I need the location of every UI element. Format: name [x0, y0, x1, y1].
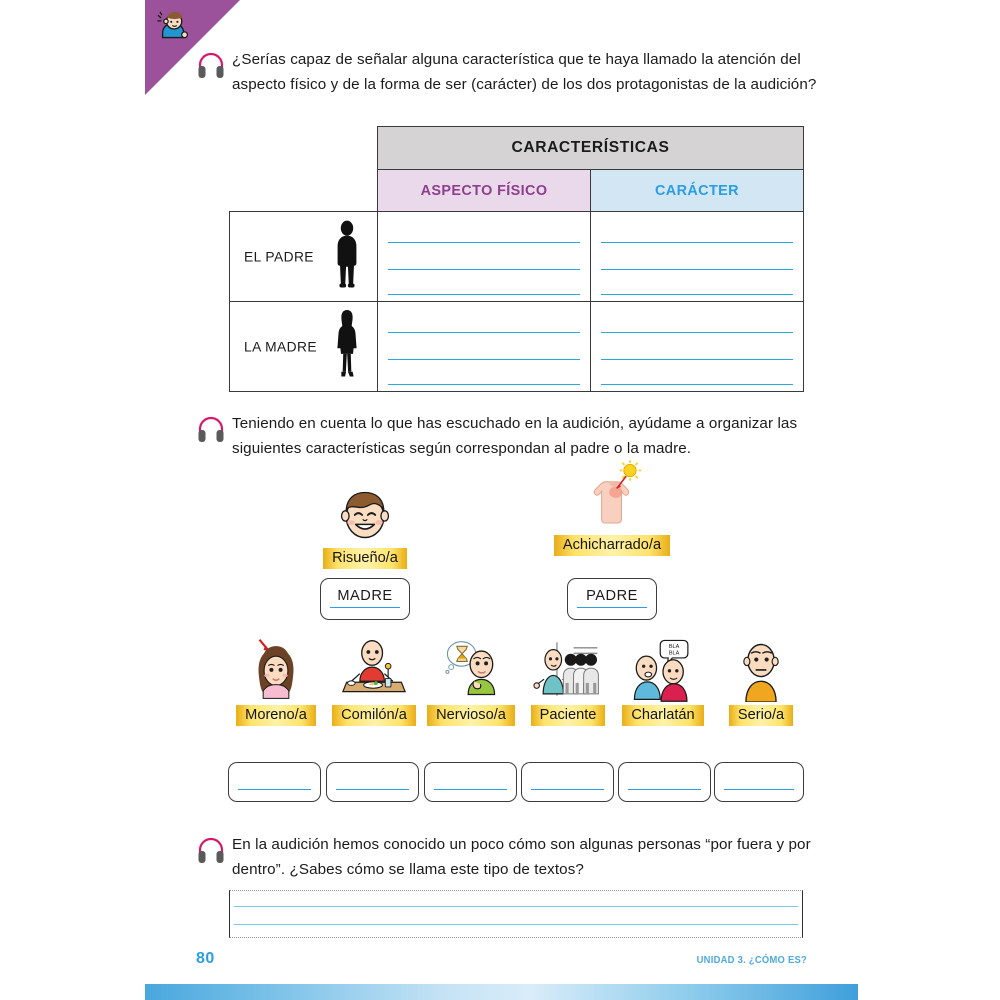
serious-face-icon: [713, 640, 809, 702]
table-row: [230, 302, 804, 392]
headphones-icon: [196, 50, 226, 80]
rule-line: [234, 924, 798, 925]
rule-line: [388, 384, 580, 385]
exercise-word-moreno: Moreno/a: [236, 705, 316, 726]
example-card-risueno: [310, 483, 420, 569]
headphones-icon: [196, 414, 226, 444]
exercise-word-comilon: Comilón/a: [332, 705, 416, 726]
rule-line: [531, 789, 604, 790]
exercise-card-comilon: [326, 640, 422, 726]
exercise-answer-box-6[interactable]: [714, 762, 804, 802]
exercise-card-moreno: [228, 640, 324, 726]
rule-line: [601, 332, 793, 333]
rule-line: [628, 789, 701, 790]
exercise-word-charlatan: Charlatán: [622, 705, 703, 726]
question-1-text: ¿Serías capaz de señalar alguna característica que te haya llamado la atención del aspecto físico y de la forma de ser (carácter) de los dos protagonistas de la audición?: [232, 51, 817, 93]
rule-line: [388, 269, 580, 270]
question-2-text: Teniendo en cuenta lo que has escuchado en la audición, ayúdame a organizar las siguientes características según correspondan al padre o la madre.: [232, 415, 798, 457]
question-3-row: [196, 833, 830, 882]
bottom-gradient-bar: [145, 984, 858, 1000]
exercise-answer-box-2[interactable]: [326, 762, 419, 802]
la-madre-label: LA MADRE: [244, 339, 317, 354]
unit-label: UNIDAD 3. ¿CÓMO ES?: [696, 955, 807, 966]
sun: [621, 461, 641, 480]
exercise-answer-box-5[interactable]: [618, 762, 711, 802]
sunburned-back-icon: [547, 470, 677, 532]
rule-line: [434, 789, 507, 790]
brunette-woman-icon: [228, 640, 324, 702]
rule-line: [388, 332, 580, 333]
exercise-card-charlatan: [615, 640, 711, 726]
hourglass-worry-icon: [423, 640, 519, 702]
characteristics-table: [229, 126, 804, 392]
answer-cell-padre-aspecto[interactable]: [378, 212, 591, 302]
exercise-card-serio: [713, 640, 809, 726]
exercise-word-nervioso: Nervioso/a: [427, 705, 515, 726]
waiting-queue-icon: [520, 640, 616, 702]
rule-line: [724, 789, 794, 790]
rule-line: [601, 384, 793, 385]
rule-line: [601, 242, 793, 243]
rule-line: [601, 359, 793, 360]
example-answer-text-padre: PADRE: [586, 588, 638, 604]
table-row-label-el-padre: [230, 212, 378, 302]
example-card-achicharrado: [547, 470, 677, 556]
table-row: [230, 212, 804, 302]
bubble-line-2: BLA: [668, 650, 680, 657]
headphones-icon: [196, 835, 226, 865]
exercise-word-paciente: Paciente: [531, 705, 606, 726]
two-people-talking-icon: [615, 640, 711, 702]
listening-boy-icon: [155, 8, 197, 50]
eating-person-icon: [326, 640, 422, 702]
exercise-answer-box-3[interactable]: [424, 762, 517, 802]
rule-line: [601, 294, 793, 295]
question-3-text: En la audición hemos conocido un poco cómo son algunas personas “por fuera y por dentro”. ¿Sabes cómo se llama este tipo de textos?: [232, 836, 811, 878]
rule-line: [238, 789, 311, 790]
male-silhouette-icon: [331, 219, 363, 294]
rule-line: [388, 359, 580, 360]
rule-line: [330, 607, 400, 608]
question-1-row: [196, 48, 818, 97]
rule-line: [234, 906, 798, 907]
exercise-answer-box-1[interactable]: [228, 762, 321, 802]
answer-cell-madre-aspecto[interactable]: [378, 302, 591, 392]
rule-line: [388, 242, 580, 243]
smiling-face-icon: [310, 483, 420, 545]
question-2-row: [196, 412, 818, 461]
rule-line: [388, 294, 580, 295]
exercise-answer-box-4[interactable]: [521, 762, 614, 802]
exercise-card-nervioso: [423, 640, 519, 726]
rule-line: [577, 607, 647, 608]
final-answer-box[interactable]: [229, 890, 803, 938]
table-main-header: CARACTERÍSTICAS: [378, 127, 804, 170]
bubble-line-1: BLA: [668, 643, 680, 650]
example-answer-text-madre: MADRE: [337, 588, 393, 604]
example-word-achicharrado: Achicharrado/a: [554, 535, 670, 556]
rule-line: [601, 269, 793, 270]
el-padre-label: EL PADRE: [244, 249, 314, 264]
table-subheader-caracter: CARÁCTER: [591, 170, 804, 212]
female-silhouette-icon: [331, 309, 363, 384]
example-answer-box-madre[interactable]: [320, 578, 410, 620]
table-subheader-aspecto-fisico: ASPECTO FÍSICO: [378, 170, 591, 212]
page-number: 80: [196, 950, 215, 967]
rule-line: [336, 789, 409, 790]
example-word-risueno: Risueño/a: [323, 548, 407, 569]
answer-cell-madre-caracter[interactable]: [591, 302, 804, 392]
answer-cell-padre-caracter[interactable]: [591, 212, 804, 302]
exercise-word-serio: Serio/a: [729, 705, 793, 726]
exercise-card-paciente: [520, 640, 616, 726]
table-row-label-la-madre: [230, 302, 378, 392]
example-answer-box-padre[interactable]: [567, 578, 657, 620]
